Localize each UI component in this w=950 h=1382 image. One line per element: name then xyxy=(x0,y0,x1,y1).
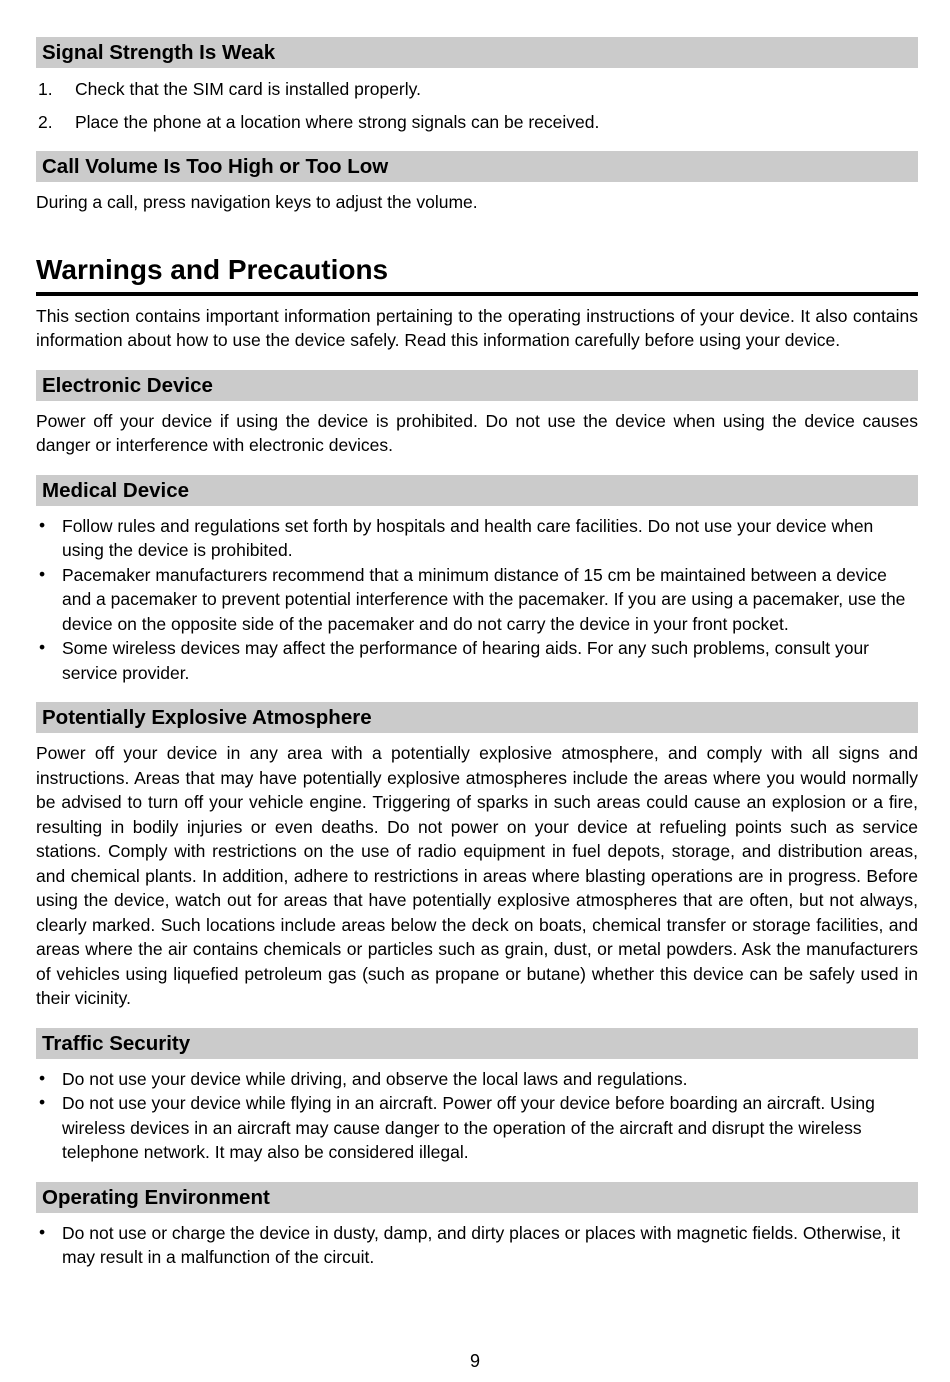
list-item xyxy=(36,1221,918,1270)
list-item-text: Some wireless devices may affect the performance of hearing aids. For any such problems, consult your service provider. xyxy=(62,638,869,683)
section-traffic-security xyxy=(36,1028,918,1165)
section-electronic-device xyxy=(36,370,918,458)
medical-device-bullets xyxy=(36,514,918,686)
section-heading-call-volume: Call Volume Is Too High or Too Low xyxy=(36,151,918,182)
bullet-marker: • xyxy=(39,514,46,535)
section-heading-traffic-security: Traffic Security xyxy=(36,1028,918,1059)
section-heading-medical-device: Medical Device xyxy=(36,475,918,506)
list-item xyxy=(36,78,918,101)
section-heading-operating-environment: Operating Environment xyxy=(36,1182,918,1213)
list-item-text: Follow rules and regulations set forth by hospitals and health care facilities. Do not use your device when using the device is prohibited. xyxy=(62,515,874,560)
list-item-text: Do not use your device while flying in an aircraft. Power off your device before boarding an aircraft. Using wireless devices in an aircraft may cause danger to the operation of the aircraft and disrupt the wireless telephone network. It may also be considered illegal. xyxy=(62,1093,875,1162)
operating-environment-bullets xyxy=(36,1221,918,1270)
call-volume-body: During a call, press navigation keys to adjust the volume. xyxy=(36,192,478,212)
list-item xyxy=(36,1067,918,1092)
list-item-text: Check that the SIM card is installed properly. xyxy=(75,79,421,99)
signal-strength-steps xyxy=(36,78,918,134)
list-item-text: Place the phone at a location where strong signals can be received. xyxy=(75,112,600,132)
explosive-atmosphere-body: Power off your device in any area with a potentially explosive atmosphere, and comply with all signs and instructions. Areas that may have potentially explosive atmospheres include the areas where you would normally be advised to turn off your vehicle engine. Triggering of sparks in such areas could cause an explosion or a fire, resulting in bodily injuries or even deaths. Do not power on your device at refueling points such as service stations. Comply with restrictions on the use of radio equipment in fuel depots, storage, and distribution areas, and chemical plants. In addition, adhere to restrictions in areas where blasting operations are in progress. Before using the device, watch out for areas that have potentially explosive atmospheres that are often, but not always, clearly marked. Such locations include areas below the deck on boats, chemical transfer or storage facilities, and areas where the air contains chemicals or particles such as grain, dust, or metal powders. Ask the manufacturers of vehicles using liquefied petroleum gas (such as propane or butane) whether this device can be safely used in their vicinity. xyxy=(36,743,918,1008)
section-medical-device xyxy=(36,475,918,686)
list-item xyxy=(36,111,918,134)
section-warnings-precautions xyxy=(36,254,918,353)
list-item xyxy=(36,563,918,637)
bullet-marker: • xyxy=(39,1092,46,1112)
list-item-text: Pacemaker manufacturers recommend that a minimum distance of 15 cm be maintained between a device and a pacemaker to prevent potential interference with the pacemaker. If you are using a pacemaker, use the device on the opposite side of the pacemaker and do not carry the device in your front pocket. xyxy=(62,564,906,634)
list-item xyxy=(36,636,918,685)
section-heading-explosive-atmosphere: Potentially Explosive Atmosphere xyxy=(36,702,918,733)
section-operating-environment xyxy=(36,1182,918,1270)
list-number: 1. xyxy=(38,79,53,99)
electronic-device-body: Power off your device if using the device is prohibited. Do not use the device when using the device causes danger or interference with electronic devices. xyxy=(36,410,918,455)
section-heading-electronic-device: Electronic Device xyxy=(36,370,918,401)
list-item-text: Do not use your device while driving, and observe the local laws and regulations. xyxy=(62,1068,688,1089)
bullet-marker: • xyxy=(39,637,46,657)
section-heading-signal-strength: Signal Strength Is Weak xyxy=(36,37,918,68)
bullet-marker: • xyxy=(39,1221,46,1242)
chapter-title: Warnings and Precautions xyxy=(36,254,918,296)
list-item xyxy=(36,514,918,563)
section-signal-strength xyxy=(36,37,918,134)
list-item-text: Do not use or charge the device in dusty, damp, and dirty places or places with magnetic fields. Otherwise, it may result in a malfunction of the circuit. xyxy=(62,1222,901,1267)
section-call-volume xyxy=(36,151,918,215)
page-number: 9 xyxy=(469,1351,480,1371)
list-number: 2. xyxy=(38,112,53,132)
bullet-marker: • xyxy=(39,563,46,584)
traffic-security-bullets xyxy=(36,1067,918,1165)
section-explosive-atmosphere xyxy=(36,702,918,1011)
warnings-intro: This section contains important information pertaining to the operating instructions of your device. It also contains information about how to use the device safely. Read this information carefully before using your device. xyxy=(36,305,918,350)
bullet-marker: • xyxy=(39,1067,46,1088)
list-item xyxy=(36,1091,918,1165)
